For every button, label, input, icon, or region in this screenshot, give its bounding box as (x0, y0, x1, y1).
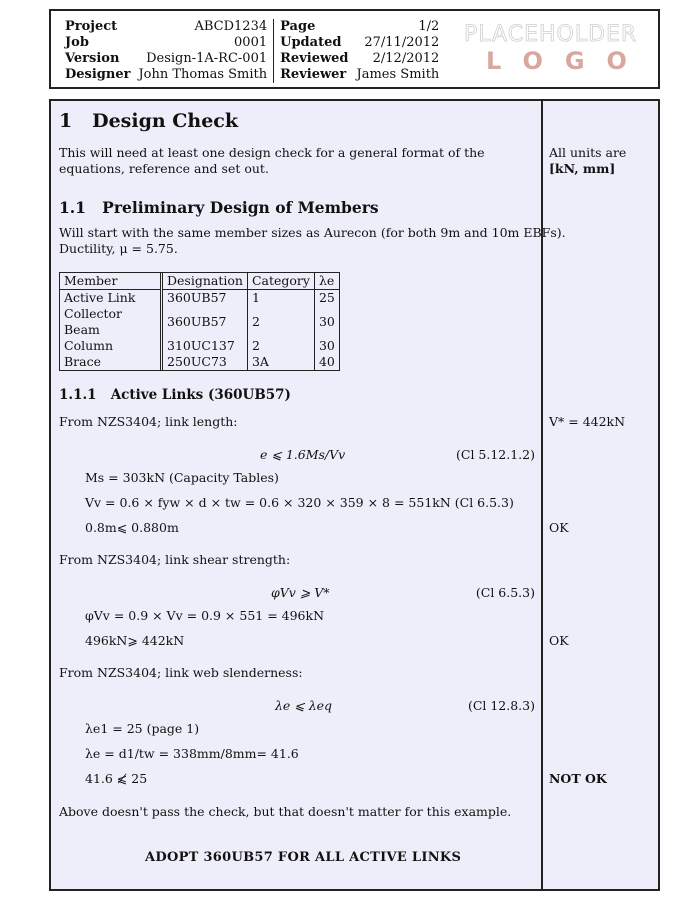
subsection-heading (59, 198, 379, 217)
header-designation: Designation (162, 273, 248, 290)
cell: Brace (60, 354, 162, 370)
page-value: 1/2 (418, 19, 440, 34)
slenderness-result: 41.6 ⩽̸ 25 (85, 771, 148, 786)
reviewed-value: 2/12/2012 (372, 51, 440, 66)
cell: 1 (247, 290, 314, 307)
le-line: λe = d1/tw = 338mm/8mm= 41.6 (85, 746, 299, 761)
header-category: Category (247, 273, 314, 290)
subsubsection-number: 1.1.1 (59, 387, 97, 403)
shear-intro: From NZS3404; link shear strength: (59, 552, 291, 567)
subsection-intro-line2: Ductility, μ = 5.75. (59, 241, 178, 256)
subsubsection-heading (59, 387, 291, 403)
cell: 310UC137 (162, 338, 248, 354)
calculation-sheet (49, 99, 660, 891)
clause-ref-6-5-3: (Cl 6.5.3) (475, 585, 535, 600)
title-block (49, 9, 660, 89)
section-number: 1 (59, 110, 73, 132)
ms-line: Ms = 303kN (Capacity Tables) (85, 470, 279, 485)
title-block-table (65, 19, 443, 83)
adopt-statement: ADOPT 360UB57 FOR ALL ACTIVE LINKS (145, 850, 462, 865)
table-row (60, 354, 339, 370)
cell: 250UC73 (162, 354, 248, 370)
clause-ref-5-12-1-2: (Cl 5.12.1.2) (456, 447, 535, 462)
slenderness-status: NOT OK (549, 771, 607, 786)
subsubsection-title: Active Links (360UB57) (110, 387, 291, 403)
logo-top-text: PLACEHOLDER (464, 22, 638, 47)
link-length-status: OK (549, 520, 569, 535)
version-value: Design-1A-RC-001 (146, 51, 268, 66)
designer-value: John Thomas Smith (138, 67, 268, 82)
cell: 360UB57 (162, 290, 248, 307)
page-label: Page (280, 19, 316, 34)
le1-line: λe1 = 25 (page 1) (85, 721, 200, 736)
table-row (60, 306, 339, 338)
units-note-line2: [kN, mm] (549, 161, 616, 176)
logo-bottom-text: LOGO (486, 47, 649, 75)
reviewed-label: Reviewed (280, 51, 349, 66)
shear-result: 496kN⩾ 442kN (85, 633, 185, 648)
equation-slenderness: λe ⩽ λeq (275, 698, 333, 713)
conclusion-text: Above doesn't pass the check, but that doesn't matter for this example. (59, 804, 512, 819)
subsection-title: Preliminary Design of Members (102, 198, 379, 217)
cell: 3A (247, 354, 314, 370)
cell: 2 (247, 338, 314, 354)
section-heading (59, 110, 238, 132)
margin-divider (541, 101, 543, 889)
subsection-intro-line1: Will start with the same member sizes as Aurecon (for both 9m and 10m EBFs). (59, 225, 566, 240)
link-length-intro: From NZS3404; link length: (59, 414, 238, 429)
cell: 40 (318, 354, 335, 369)
job-value: 0001 (234, 35, 268, 50)
cell: 30 (318, 314, 335, 329)
table-header-row (60, 273, 339, 290)
members-table (59, 272, 340, 371)
clause-ref-12-8-3: (Cl 12.8.3) (467, 698, 535, 713)
phivv-line: φVv = 0.9 × Vv = 0.9 × 551 = 496kN (85, 608, 325, 623)
vv-line: Vv = 0.6 × fyw × d × tw = 0.6 × 320 × 359 × 8 = 551kN (Cl 6.5.3) (85, 495, 514, 510)
cell: 360UB57 (162, 306, 248, 338)
project-value: ABCD1234 (194, 19, 268, 34)
section-title: Design Check (92, 110, 239, 132)
shear-status: OK (549, 633, 569, 648)
subsection-number: 1.1 (59, 198, 86, 217)
project-label: Project (65, 19, 118, 34)
updated-value: 27/11/2012 (364, 35, 440, 50)
header-member: Member (60, 273, 162, 290)
header-lambda: λe (314, 273, 338, 290)
job-label: Job (65, 35, 89, 50)
reviewer-label: Reviewer (280, 67, 347, 82)
cell: 2 (247, 306, 314, 338)
cell: Column (60, 338, 162, 354)
cell: Collector Beam (60, 306, 162, 338)
cell: 30 (318, 338, 335, 353)
units-note-line1: All units are (549, 145, 627, 160)
design-shear-note: V* = 442kN (549, 414, 626, 429)
equation-link-length: e ⩽ 1.6Ms/Vv (260, 447, 346, 462)
designer-label: Designer (65, 67, 131, 82)
link-length-result: 0.8m⩽ 0.880m (85, 520, 179, 535)
cell: Active Link (60, 290, 162, 307)
slenderness-intro: From NZS3404; link web slenderness: (59, 665, 303, 680)
updated-label: Updated (280, 35, 342, 50)
table-row (60, 290, 339, 307)
reviewer-value: James Smith (356, 67, 440, 82)
equation-shear: φVv ⩾ V* (271, 585, 330, 600)
table-row (60, 338, 339, 354)
section-intro: This will need at least one design check for a general format of the equations, reference and set out. (59, 145, 485, 176)
cell: 25 (318, 290, 335, 305)
version-label: Version (65, 51, 120, 66)
placeholder-logo (464, 22, 649, 75)
